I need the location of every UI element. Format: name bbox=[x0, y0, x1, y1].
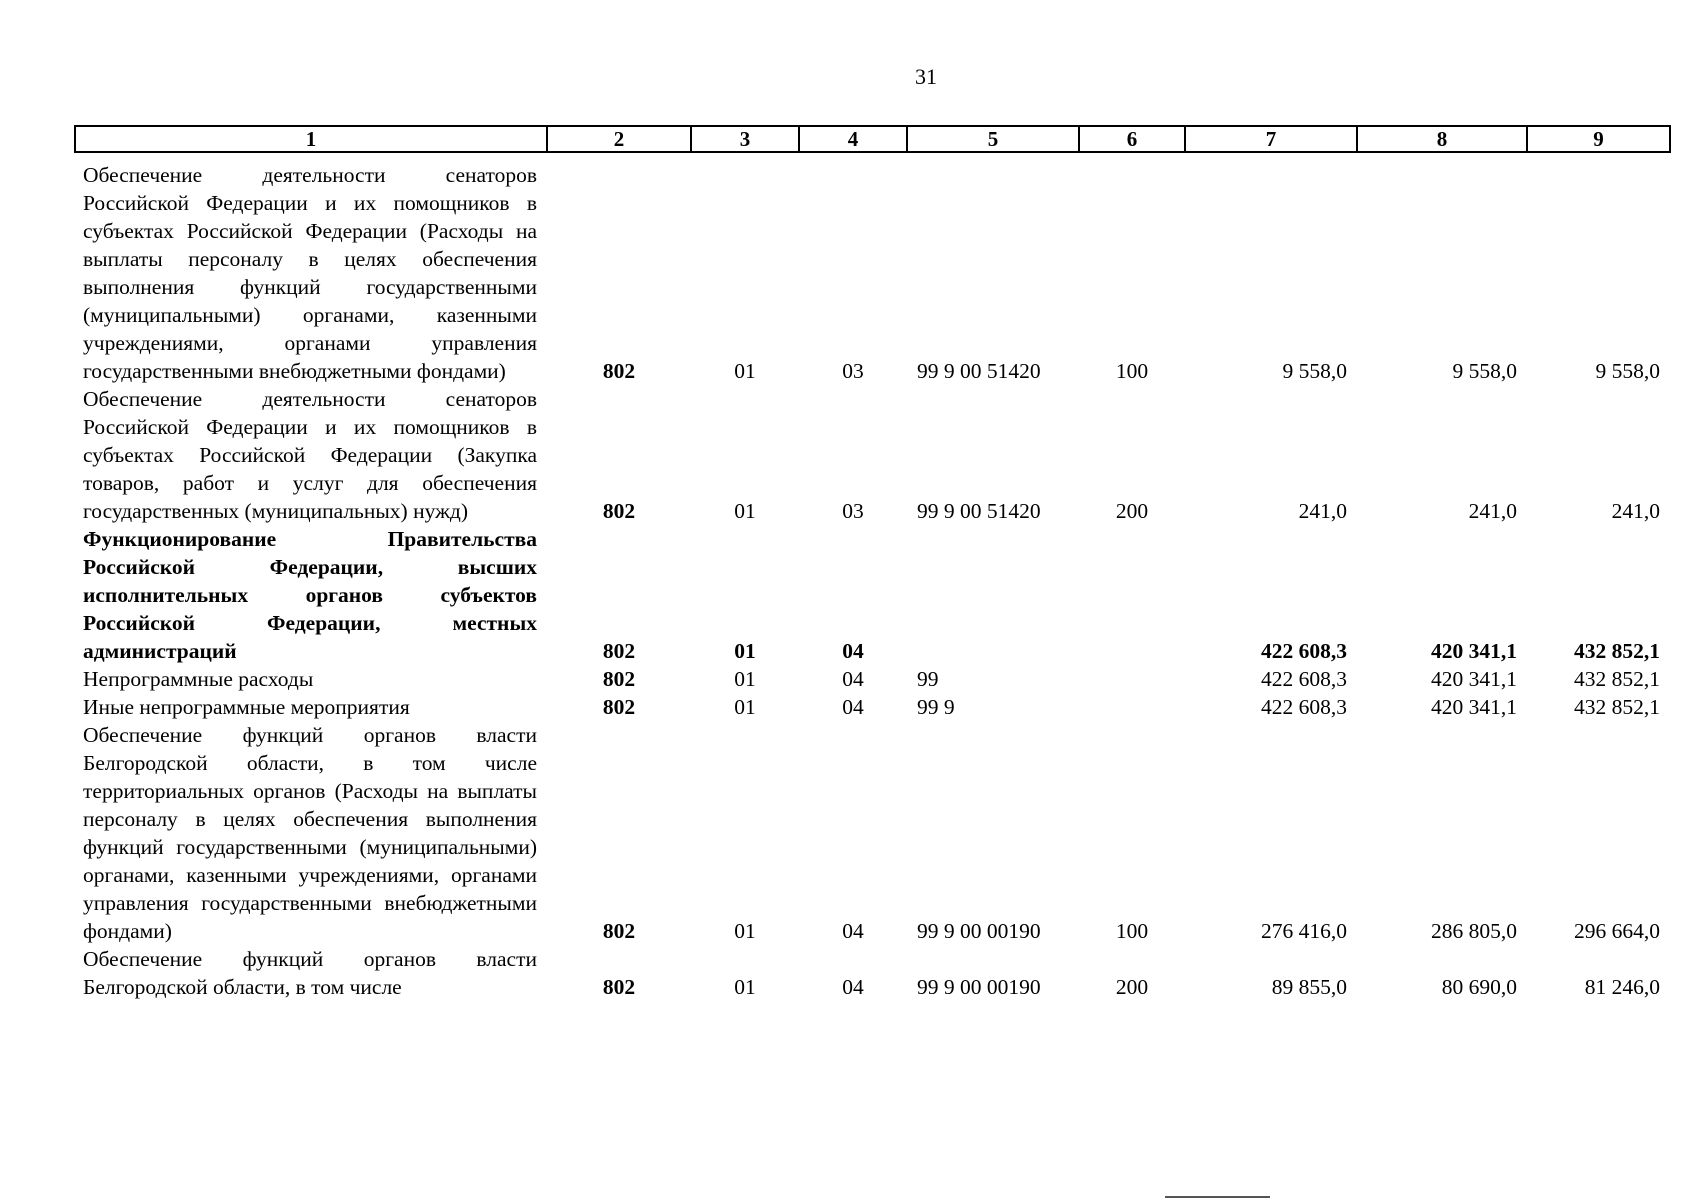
amount-col-7: 276 416,0 bbox=[1261, 919, 1347, 943]
amount-col-9: 432 852,1 bbox=[1574, 639, 1660, 663]
col-header-2: 2 bbox=[547, 126, 691, 152]
col-header-3: 3 bbox=[691, 126, 799, 152]
section-code: 01 bbox=[734, 667, 756, 691]
amount-col-8: 420 341,1 bbox=[1431, 667, 1517, 691]
amount-col-8: 80 690,0 bbox=[1441, 975, 1517, 999]
ministry-code: 802 bbox=[602, 919, 636, 943]
expense-name: Иные непрограммные мероприятия bbox=[83, 695, 410, 719]
col-header-4: 4 bbox=[799, 126, 907, 152]
amount-col-9: 81 246,0 bbox=[1584, 975, 1660, 999]
amount-col-9: 432 852,1 bbox=[1574, 667, 1660, 691]
col-header-6: 6 bbox=[1079, 126, 1185, 152]
ministry-code: 802 bbox=[602, 695, 636, 719]
subsection-code: 04 bbox=[842, 919, 864, 943]
section-code: 01 bbox=[734, 695, 756, 719]
target-article-code: 99 9 00 00190 bbox=[917, 919, 1041, 943]
target-article-code: 99 9 bbox=[917, 695, 955, 719]
amount-col-7: 89 855,0 bbox=[1271, 975, 1347, 999]
subsection-code: 03 bbox=[842, 499, 864, 523]
amount-col-9: 9 558,0 bbox=[1595, 359, 1660, 383]
table-row bbox=[75, 665, 1670, 693]
amount-col-9: 296 664,0 bbox=[1574, 919, 1660, 943]
amount-col-8: 9 558,0 bbox=[1452, 359, 1517, 383]
section-code: 01 bbox=[734, 639, 756, 663]
table-row bbox=[75, 161, 1670, 385]
section-code: 01 bbox=[734, 359, 756, 383]
ministry-code: 802 bbox=[602, 975, 636, 999]
col-header-1: 1 bbox=[75, 126, 547, 152]
budget-table bbox=[74, 125, 1671, 1001]
amount-col-7: 9 558,0 bbox=[1282, 359, 1347, 383]
expense-name: Обеспечение деятельности сенаторов Российской Федерации и их помощников в субъектах Российской Федерации (Закупка товаров, работ и услуг для обеспечения государственных (муниципальных) нужд) bbox=[83, 387, 537, 523]
amount-col-7: 422 608,3 bbox=[1261, 639, 1347, 663]
expense-name: Обеспечение деятельности сенаторов Российской Федерации и их помощников в субъектах Российской Федерации (Расходы на выплаты персоналу в целях обеспечения выполнения функций государственными (муниципальными) органами, казенными учреждениями, органами управления государственными внебюджетными фондами) bbox=[83, 163, 537, 383]
table-row bbox=[75, 721, 1670, 945]
subsection-code: 04 bbox=[842, 639, 864, 663]
column-number-header-row bbox=[75, 126, 1670, 152]
amount-col-9: 432 852,1 bbox=[1574, 695, 1660, 719]
table-row bbox=[75, 385, 1670, 525]
ministry-code: 802 bbox=[602, 499, 636, 523]
amount-col-7: 422 608,3 bbox=[1261, 667, 1347, 691]
ministry-code: 802 bbox=[602, 359, 636, 383]
col-header-5: 5 bbox=[907, 126, 1079, 152]
section-code: 01 bbox=[734, 499, 756, 523]
expense-type-code: 100 bbox=[1115, 359, 1149, 383]
table-row bbox=[75, 693, 1670, 721]
page-number: 31 bbox=[915, 64, 937, 89]
expense-type-code bbox=[1079, 693, 1185, 721]
expense-type-code bbox=[1079, 525, 1185, 665]
col-header-9: 9 bbox=[1527, 126, 1670, 152]
target-article-code: 99 9 00 00190 bbox=[917, 975, 1041, 999]
table-row-section-total bbox=[75, 525, 1670, 665]
expense-type-code: 200 bbox=[1115, 975, 1149, 999]
target-article-code: 99 9 00 51420 bbox=[917, 499, 1041, 523]
expense-name: Функционирование Правительства Российской Федерации, высших исполнительных органов субъектов Российской Федерации, местных администраций bbox=[83, 527, 537, 663]
section-code: 01 bbox=[734, 975, 756, 999]
amount-col-8: 420 341,1 bbox=[1431, 695, 1517, 719]
expense-type-code: 100 bbox=[1115, 919, 1149, 943]
expense-type-code: 200 bbox=[1115, 499, 1149, 523]
amount-col-9: 241,0 bbox=[1611, 499, 1660, 523]
expense-name: Обеспечение функций органов власти Белгородской области, в том числе bbox=[83, 947, 537, 999]
target-article-code: 99 bbox=[917, 667, 939, 691]
amount-col-7: 241,0 bbox=[1298, 499, 1347, 523]
amount-col-8: 286 805,0 bbox=[1431, 919, 1517, 943]
ministry-code: 802 bbox=[602, 639, 636, 663]
section-code: 01 bbox=[734, 919, 756, 943]
amount-col-7: 422 608,3 bbox=[1261, 695, 1347, 719]
amount-col-8: 241,0 bbox=[1468, 499, 1517, 523]
amount-col-8: 420 341,1 bbox=[1431, 639, 1517, 663]
table-row bbox=[75, 945, 1670, 1001]
col-header-7: 7 bbox=[1185, 126, 1357, 152]
subsection-code: 03 bbox=[842, 359, 864, 383]
col-header-8: 8 bbox=[1357, 126, 1527, 152]
expense-name: Обеспечение функций органов власти Белгородской области, в том числе территориальных органов (Расходы на выплаты персоналу в целях обеспечения выполнения функций государственными (муниципальными) органами, казенными учреждениями, органами управления государственными внебюджетными фондами) bbox=[83, 723, 537, 943]
subsection-code: 04 bbox=[842, 695, 864, 719]
footer-rule bbox=[1165, 1196, 1270, 1198]
subsection-code: 04 bbox=[842, 975, 864, 999]
subsection-code: 04 bbox=[842, 667, 864, 691]
expense-type-code bbox=[1079, 665, 1185, 693]
target-article-code bbox=[907, 525, 1079, 665]
expense-name: Непрограммные расходы bbox=[83, 667, 314, 691]
target-article-code: 99 9 00 51420 bbox=[917, 359, 1041, 383]
ministry-code: 802 bbox=[602, 667, 636, 691]
